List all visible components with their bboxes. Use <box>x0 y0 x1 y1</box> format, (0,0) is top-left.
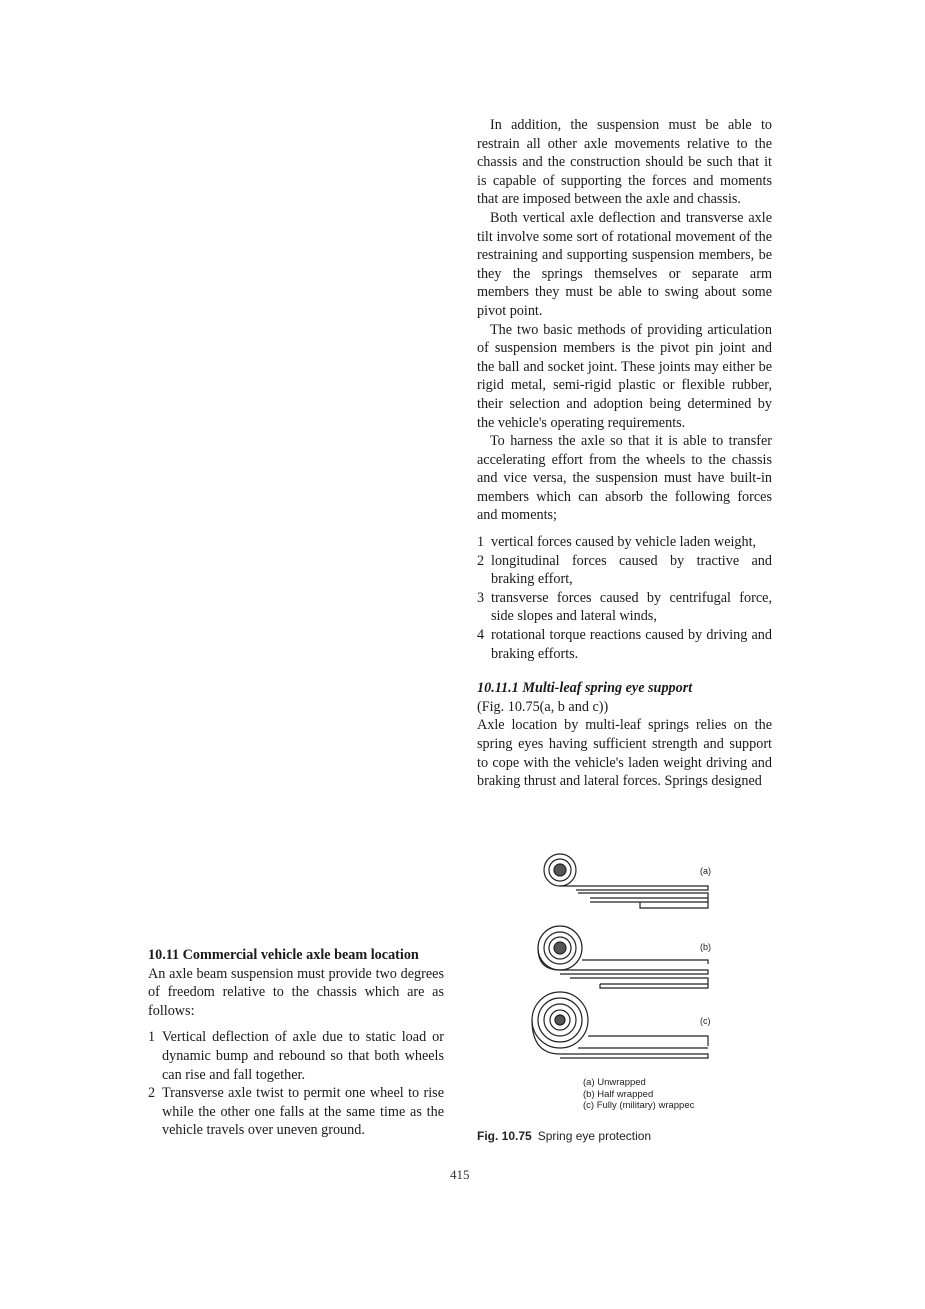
figure-label-b: (b) <box>700 942 711 952</box>
figure-label-c: (c) <box>700 1016 711 1026</box>
paragraph: In addition, the suspension must be able to restrain all other axle movements relative to the chassis and the construction should be such that it is capable of supporting the forces and moments that are imposed between the axle and chassis. <box>477 117 772 208</box>
list-item: 3 transverse forces caused by centrifugal force, side slopes and lateral winds, <box>477 589 772 625</box>
legend-item: (b) Half wrapped <box>583 1088 654 1100</box>
figure-number: Fig. 10.75 <box>477 1129 532 1143</box>
section-heading: 10.11 Commercial vehicle axle beam location <box>148 947 419 963</box>
list-item: 2 Transverse axle twist to permit one wheel to rise while the other one falls at the same time as the vehicle travels over uneven ground. <box>148 1085 444 1139</box>
list-item: 4 rotational torque reactions caused by driving and braking efforts. <box>477 627 772 662</box>
list-item: 1 Vertical deflection of axle due to static load or dynamic bump and rebound so that both wheels can rise and fall together. <box>148 1029 444 1083</box>
legend-item: (a) Unwrapped <box>583 1077 646 1088</box>
degrees-of-freedom-list <box>148 1028 444 1140</box>
subsection-heading: 10.11.1 Multi-leaf spring eye support <box>477 680 693 697</box>
paragraph: An axle beam suspension must provide two degrees of freedom relative to the chassis which are as follows: <box>148 965 444 1019</box>
paragraph: The two basic methods of providing articulation of suspension members is the pivot pin joint and the ball and socket joint. These joints may either be rigid metal, semi-rigid plastic or flexible rubber, their selection and adoption being determined by the vehicle's operating requirements. <box>477 321 772 431</box>
figure-caption <box>477 1129 651 1143</box>
figure-title: Spring eye protection <box>537 1129 652 1143</box>
spring-eye-half-wrapped <box>538 926 708 988</box>
spring-eye-unwrapped <box>544 854 708 908</box>
paragraph: Both vertical axle deflection and transverse axle tilt involve some sort of rotational movement of the restraining and supporting suspension members, be they the springs themselves or separate arm members they must be able to swing about some pivot point. <box>477 209 772 319</box>
figure-label-a: (a) <box>700 866 711 876</box>
figure-legend <box>583 1077 694 1112</box>
legend-item: (c) Fully (military) wrappec <box>583 1100 695 1111</box>
forces-list <box>477 533 772 663</box>
paragraph: Axle location by multi-leaf springs relies on the spring eyes having sufficient strength and support to cope with the vehicle's laden weight driving and braking thrust and lateral forces. Springs designed <box>477 717 772 790</box>
page-number: 415 <box>450 1167 470 1182</box>
figure-reference: (Fig. 10.75(a, b and c)) <box>477 698 609 715</box>
spring-eye-fully-wrapped <box>532 992 708 1058</box>
list-item: 1 vertical forces caused by vehicle laden weight, <box>477 534 757 551</box>
left-column <box>148 946 444 1140</box>
paragraph: To harness the axle so that it is able to transfer accelerating effort from the wheels to the chassis and vice versa, the suspension must have built-in members which can absorb the following forces and moments; <box>477 433 772 524</box>
spring-eye-figure <box>530 850 730 1080</box>
list-item: 2 longitudinal forces caused by tractive and braking effort, <box>477 552 772 588</box>
right-column <box>477 116 772 791</box>
